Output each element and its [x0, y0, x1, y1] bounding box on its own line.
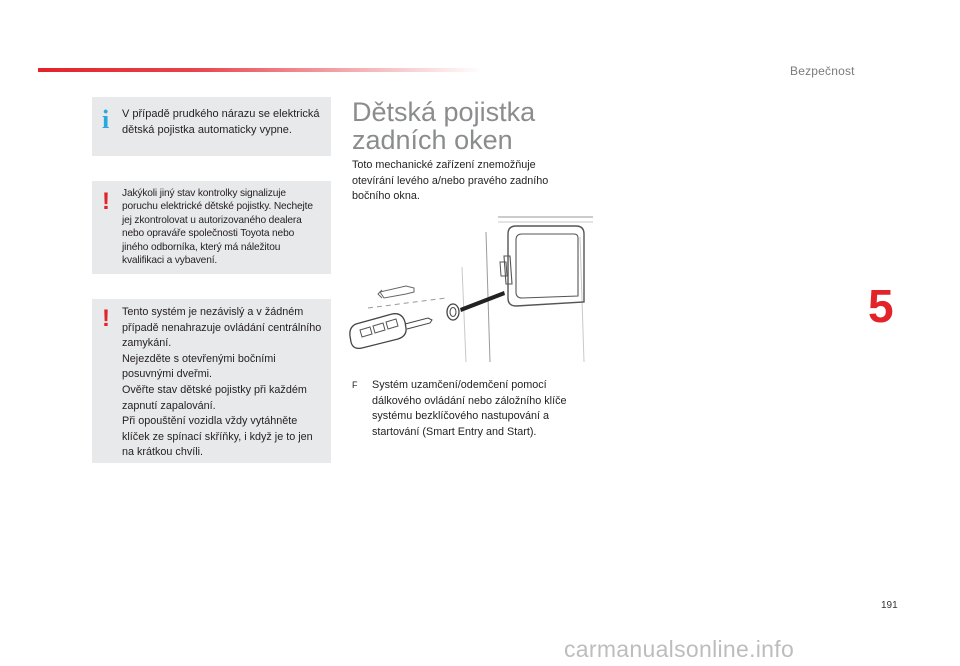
watermark: carmanualsonline.info — [564, 636, 795, 662]
page-title-line: Dětská pojistka — [352, 97, 536, 127]
info-icon: i — [102, 105, 110, 134]
chapter-number: 5 — [868, 280, 894, 332]
bullet-marker: F — [352, 380, 358, 390]
header-accent-bar — [38, 68, 483, 72]
warning-note-text: Tento systém je nezávislý a v žádném případě nenahrazuje ovládání centrálního zamykání. Nejezděte s otevřenými bočními posuvnými dveřmi. Ověřte stav dětské pojistky při každém zapnutí zapalování. Při opouštění vozidla vždy vytáhněte klíček ze spínací skříňky, i když je to jen na krátkou chvíli. — [122, 306, 322, 459]
info-note — [92, 97, 331, 156]
warning-icon: ! — [102, 188, 110, 215]
door-key-drawing — [348, 212, 593, 362]
bullet-text: Systém uzamčení/odemčení pomocí dálkového ovládání nebo záložního klíče systému bezklíčového nastupování a startování (Smart Entry and Start). — [372, 379, 567, 438]
child-lock-illustration — [348, 212, 593, 362]
page-title-line: zadních oken — [352, 125, 513, 155]
warning-note — [92, 181, 331, 274]
info-note-text: V případě prudkého nárazu se elektrická dětská pojistka automaticky vypne. — [122, 108, 320, 136]
page-title — [352, 98, 535, 154]
warning-note — [92, 299, 331, 463]
warning-icon: ! — [102, 305, 110, 332]
intro-paragraph: Toto mechanické zařízení znemožňuje otevírání levého a/nebo pravého zadního bočního okna. — [352, 159, 549, 202]
warning-note-text: Jakýkoli jiný stav kontrolky signalizuje poruchu elektrické dětské pojistky. Nechejte jej zkontrolovat u autorizovaného dealera nebo opravářе společnosti Toyota nebo jiného odborníka, který má náležitou kvalifikaci a vybavení. — [122, 188, 313, 267]
section-title: Bezpečnost — [790, 64, 855, 78]
page-number: 191 — [881, 600, 898, 611]
